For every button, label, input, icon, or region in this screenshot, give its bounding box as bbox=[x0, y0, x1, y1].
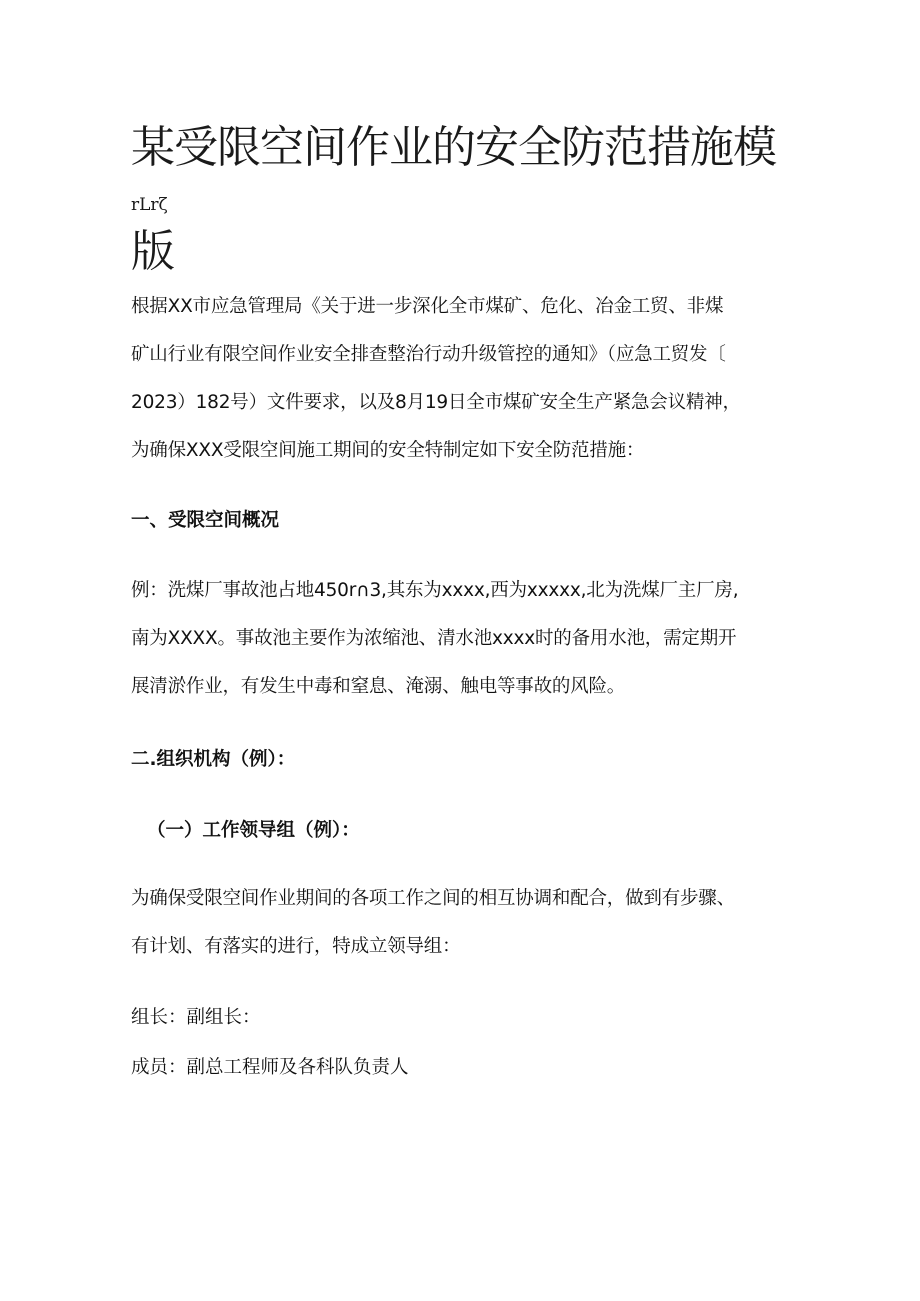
paragraph-line: 为确保受限空间作业期间的各项工作之间的相互协调和配合，做到有步骤、 bbox=[131, 888, 735, 909]
subsection1-paragraph bbox=[131, 875, 811, 971]
section1-paragraph bbox=[131, 567, 811, 711]
section-heading: 一、受限空间概况 bbox=[131, 510, 280, 531]
paragraph-line: 2023）182号）文件要求，以及8月19日全市煤矿安全生产紧急会议精神， bbox=[131, 392, 741, 413]
paragraph-line: 展清淤作业，有发生中毒和窒息、淹溺、触电等事故的风险。 bbox=[131, 676, 626, 697]
section-heading: 二.组织机构（例）： bbox=[131, 749, 296, 770]
intro-paragraph bbox=[131, 283, 811, 475]
paragraph-line: 南为XXXX。事故池主要作为浓缩池、清水池xxxx时的备用水池，需定期开 bbox=[131, 628, 737, 649]
title-ocr-artifact: rLrζ bbox=[131, 195, 168, 215]
members-line: 成员：副总工程师及各科队负责人 bbox=[131, 1057, 409, 1078]
paragraph-line: 例：洗煤厂事故池占地450r∩3,其东为xxxx,西为xxxxx,北为洗煤厂主厂房, bbox=[131, 580, 739, 601]
leader-line: 组长：副组长： bbox=[131, 1007, 261, 1028]
paragraph-line: 为确保XXX受限空间施工期间的安全特制定如下安全防范措施： bbox=[131, 440, 645, 461]
subsection-heading: （一）工作领导组（例）： bbox=[147, 820, 360, 841]
paragraph-line: 矿山行业有限空间作业安全排查整治行动升级管控的通知》（应急工贸发〔 bbox=[131, 344, 726, 365]
document-title-continued: 版 bbox=[131, 226, 175, 277]
paragraph-line: 根据XX市应急管理局《关于进一步深化全市煤矿、危化、冶金工贸、非煤 bbox=[131, 296, 724, 317]
paragraph-line: 有计划、有落实的进行，特成立领导组： bbox=[131, 936, 461, 957]
document-title: 某受限空间作业的安全防范措施模 bbox=[131, 122, 776, 173]
